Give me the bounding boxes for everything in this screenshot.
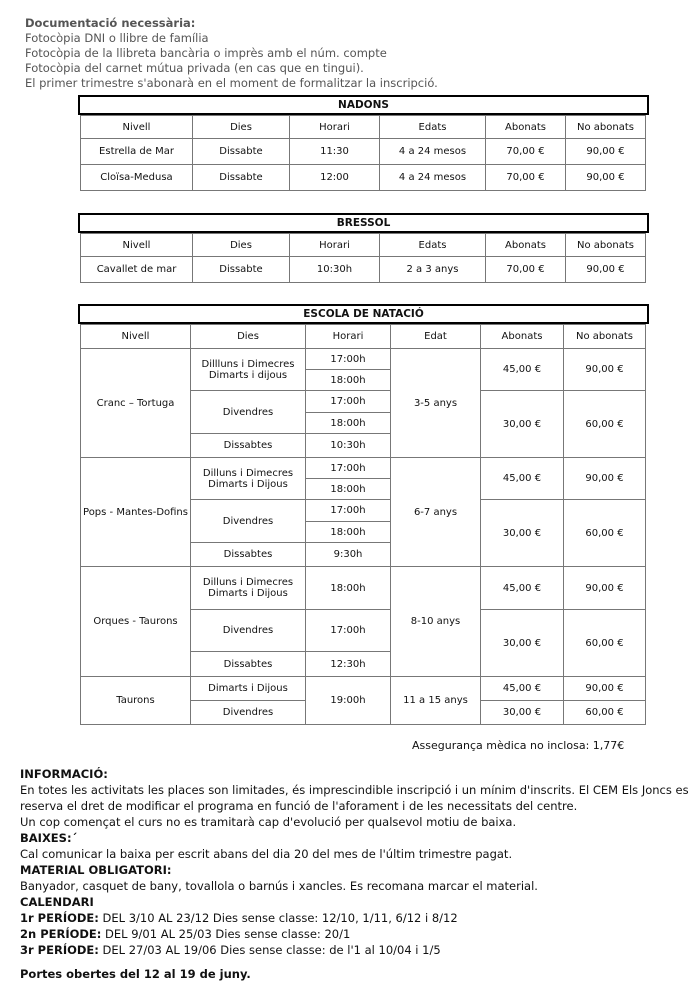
dies-cell [191,567,306,610]
price-cell: 45,00 € [481,677,564,701]
insurance-note: Assegurança mèdica no inclosa: 1,77€ [412,739,625,752]
table-row [81,165,646,191]
col-header: Abonats [486,234,566,257]
escola-title: ESCOLA DE NATACIÓ [78,304,649,324]
horari-cell: 18:00h [306,567,391,610]
calendari-heading: CALENDARI [20,895,94,909]
cell: 90,00 € [566,139,646,165]
baixes-paragraph: Cal comunicar la baixa per escrit abans del dia 20 del mes de l'últim trimestre pagat. [20,847,513,861]
info-heading: INFORMACIÓ: [20,767,108,781]
dies-cell: Divendres [191,701,306,725]
nadons-block [80,95,647,191]
price-cell: 45,00 € [481,349,564,391]
horari-cell: 17:00h [306,610,391,652]
documentation-line: Fotocòpia de la llibreta bancària o imprès amb el núm. compte [25,46,387,60]
documentation-line: Fotocòpia DNI o llibre de família [25,31,209,45]
table-row [81,567,646,610]
period-text: DEL 9/01 AL 25/03 Dies sense classe: 20/1 [101,927,351,941]
table-row [81,257,646,283]
nivell-cell: Cranc – Tortuga [81,349,191,458]
period-label: 3r PERÍODE: [20,943,99,957]
period-line [20,926,690,942]
price-cell: 90,00 € [564,349,646,391]
nivell-cell: Orques - Taurons [81,567,191,677]
col-header: Dies [193,116,290,139]
nivell-cell: Taurons [81,677,191,725]
dies-cell: Dissabtes [191,652,306,677]
cell: 11:30 [290,139,380,165]
nadons-table [80,115,646,191]
table-row [81,139,646,165]
col-header: Edats [380,116,486,139]
dies-text: Dilluns i Dimecres [202,577,294,588]
cell: Cavallet de mar [81,257,193,283]
col-header: Abonats [481,325,564,349]
cell: 10:30h [290,257,380,283]
edat-cell: 3-5 anys [391,349,481,458]
price-cell: 30,00 € [481,701,564,725]
cell: Dissabte [193,165,290,191]
col-header: Abonats [486,116,566,139]
dies-text: Dimarts i Dijous [208,478,288,490]
col-header: Horari [306,325,391,349]
documentation-section [25,16,438,91]
cell: 70,00 € [486,139,566,165]
bressol-title: BRESSOL [78,213,649,233]
price-cell: 60,00 € [564,391,646,458]
info-paragraph: En totes les activitats les places son limitades, és imprescindible inscripció i un mínim d'inscrits. El CEM Els Joncs es reserva el dret de modificar el programa en funció de l'aforament i de les necessitats del centre. [20,783,689,813]
cell: 70,00 € [486,165,566,191]
price-cell: 60,00 € [564,701,646,725]
documentation-line: Fotocòpia del carnet mútua privada (en cas que en tingui). [25,61,364,75]
dies-cell: Divendres [191,391,306,434]
period-line [20,942,690,958]
col-header: Horari [290,116,380,139]
horari-cell: 9:30h [306,543,391,567]
info-section [20,766,690,982]
horari-cell: 10:30h [306,434,391,458]
horari-cell: 12:30h [306,652,391,677]
material-paragraph: Banyador, casquet de bany, tovallola o barnús i xancles. Es recomana marcar el material. [20,879,538,893]
col-header: No abonats [566,234,646,257]
cell: Dissabte [193,139,290,165]
price-cell: 60,00 € [564,500,646,567]
escola-table [80,324,646,725]
bressol-block [80,213,647,283]
price-cell: 45,00 € [481,458,564,500]
horari-cell: 18:00h [306,370,391,391]
price-cell: 30,00 € [481,610,564,677]
col-header: Horari [290,234,380,257]
col-header: Nivell [81,234,193,257]
horari-cell: 17:00h [306,500,391,522]
cell: 70,00 € [486,257,566,283]
col-header: Edats [380,234,486,257]
documentation-line: El primer trimestre s'abonarà en el moment de formalitzar la inscripció. [25,76,438,90]
horari-cell: 18:00h [306,479,391,500]
dies-cell: Divendres [191,610,306,652]
nivell-cell: Pops - Mantes-Dofins [81,458,191,567]
dies-text: Dimarts i Dijous [208,588,288,599]
col-header: No abonats [566,116,646,139]
col-header: Dies [191,325,306,349]
cell: Estrella de Mar [81,139,193,165]
price-cell: 90,00 € [564,677,646,701]
dies-cell [191,458,306,500]
horari-cell: 17:00h [306,458,391,479]
table-row [81,349,646,370]
table-header-row [81,116,646,139]
documentation-heading: Documentació necessària: [25,16,196,30]
cell: 4 a 24 mesos [380,139,486,165]
material-heading: MATERIAL OBLIGATORI: [20,863,172,877]
baixes-heading: BAIXES:´ [20,831,78,845]
dies-cell: Dissabtes [191,434,306,458]
dies-cell: Dimarts i Dijous [191,677,306,701]
horari-cell: 19:00h [306,677,391,725]
dies-text: Dilluns i Dimecres [202,467,294,479]
cell: 4 a 24 mesos [380,165,486,191]
period-text: DEL 3/10 AL 23/12 Dies sense classe: 12/10, 1/11, 6/12 i 8/12 [98,911,458,925]
table-row [81,458,646,479]
price-cell: 45,00 € [481,567,564,610]
cell: 90,00 € [566,165,646,191]
table-row [81,677,646,701]
period-label: 2n PERÍODE: [20,927,102,941]
cell: 12:00 [290,165,380,191]
horari-cell: 17:00h [306,349,391,370]
price-cell: 90,00 € [564,567,646,610]
table-header-row [81,234,646,257]
period-line [20,910,690,926]
table-header-row [81,325,646,349]
bressol-table [80,233,646,283]
col-header: No abonats [564,325,646,349]
period-label: 1r PERÍODE: [20,911,99,925]
nadons-title: NADONS [78,95,649,115]
dies-cell [191,349,306,391]
cell: Dissabte [193,257,290,283]
dies-text: Dimarts i dijous [208,369,288,381]
horari-cell: 18:00h [306,522,391,543]
edat-cell: 8-10 anys [391,567,481,677]
dies-text: Dillluns i Dimecres [201,358,295,370]
price-cell: 30,00 € [481,500,564,567]
col-header: Dies [193,234,290,257]
horari-cell: 18:00h [306,413,391,434]
edat-cell: 6-7 anys [391,458,481,567]
portes-obertes: Portes obertes del 12 al 19 de juny. [20,967,251,981]
price-cell: 60,00 € [564,610,646,677]
dies-cell: Dissabtes [191,543,306,567]
escola-block [80,304,647,725]
info-paragraph: Un cop començat el curs no es tramitarà cap d'evolució per qualsevol motiu de baixa. [20,815,517,829]
col-header: Nivell [81,116,193,139]
period-text: DEL 27/03 AL 19/06 Dies sense classe: de l'1 al 10/04 i 1/5 [98,943,441,957]
dies-cell: Divendres [191,500,306,543]
cell: Cloïsa-Medusa [81,165,193,191]
horari-cell: 17:00h [306,391,391,413]
cell: 90,00 € [566,257,646,283]
col-header: Edat [391,325,481,349]
col-header: Nivell [81,325,191,349]
price-cell: 90,00 € [564,458,646,500]
price-cell: 30,00 € [481,391,564,458]
edat-cell: 11 a 15 anys [391,677,481,725]
cell: 2 a 3 anys [380,257,486,283]
